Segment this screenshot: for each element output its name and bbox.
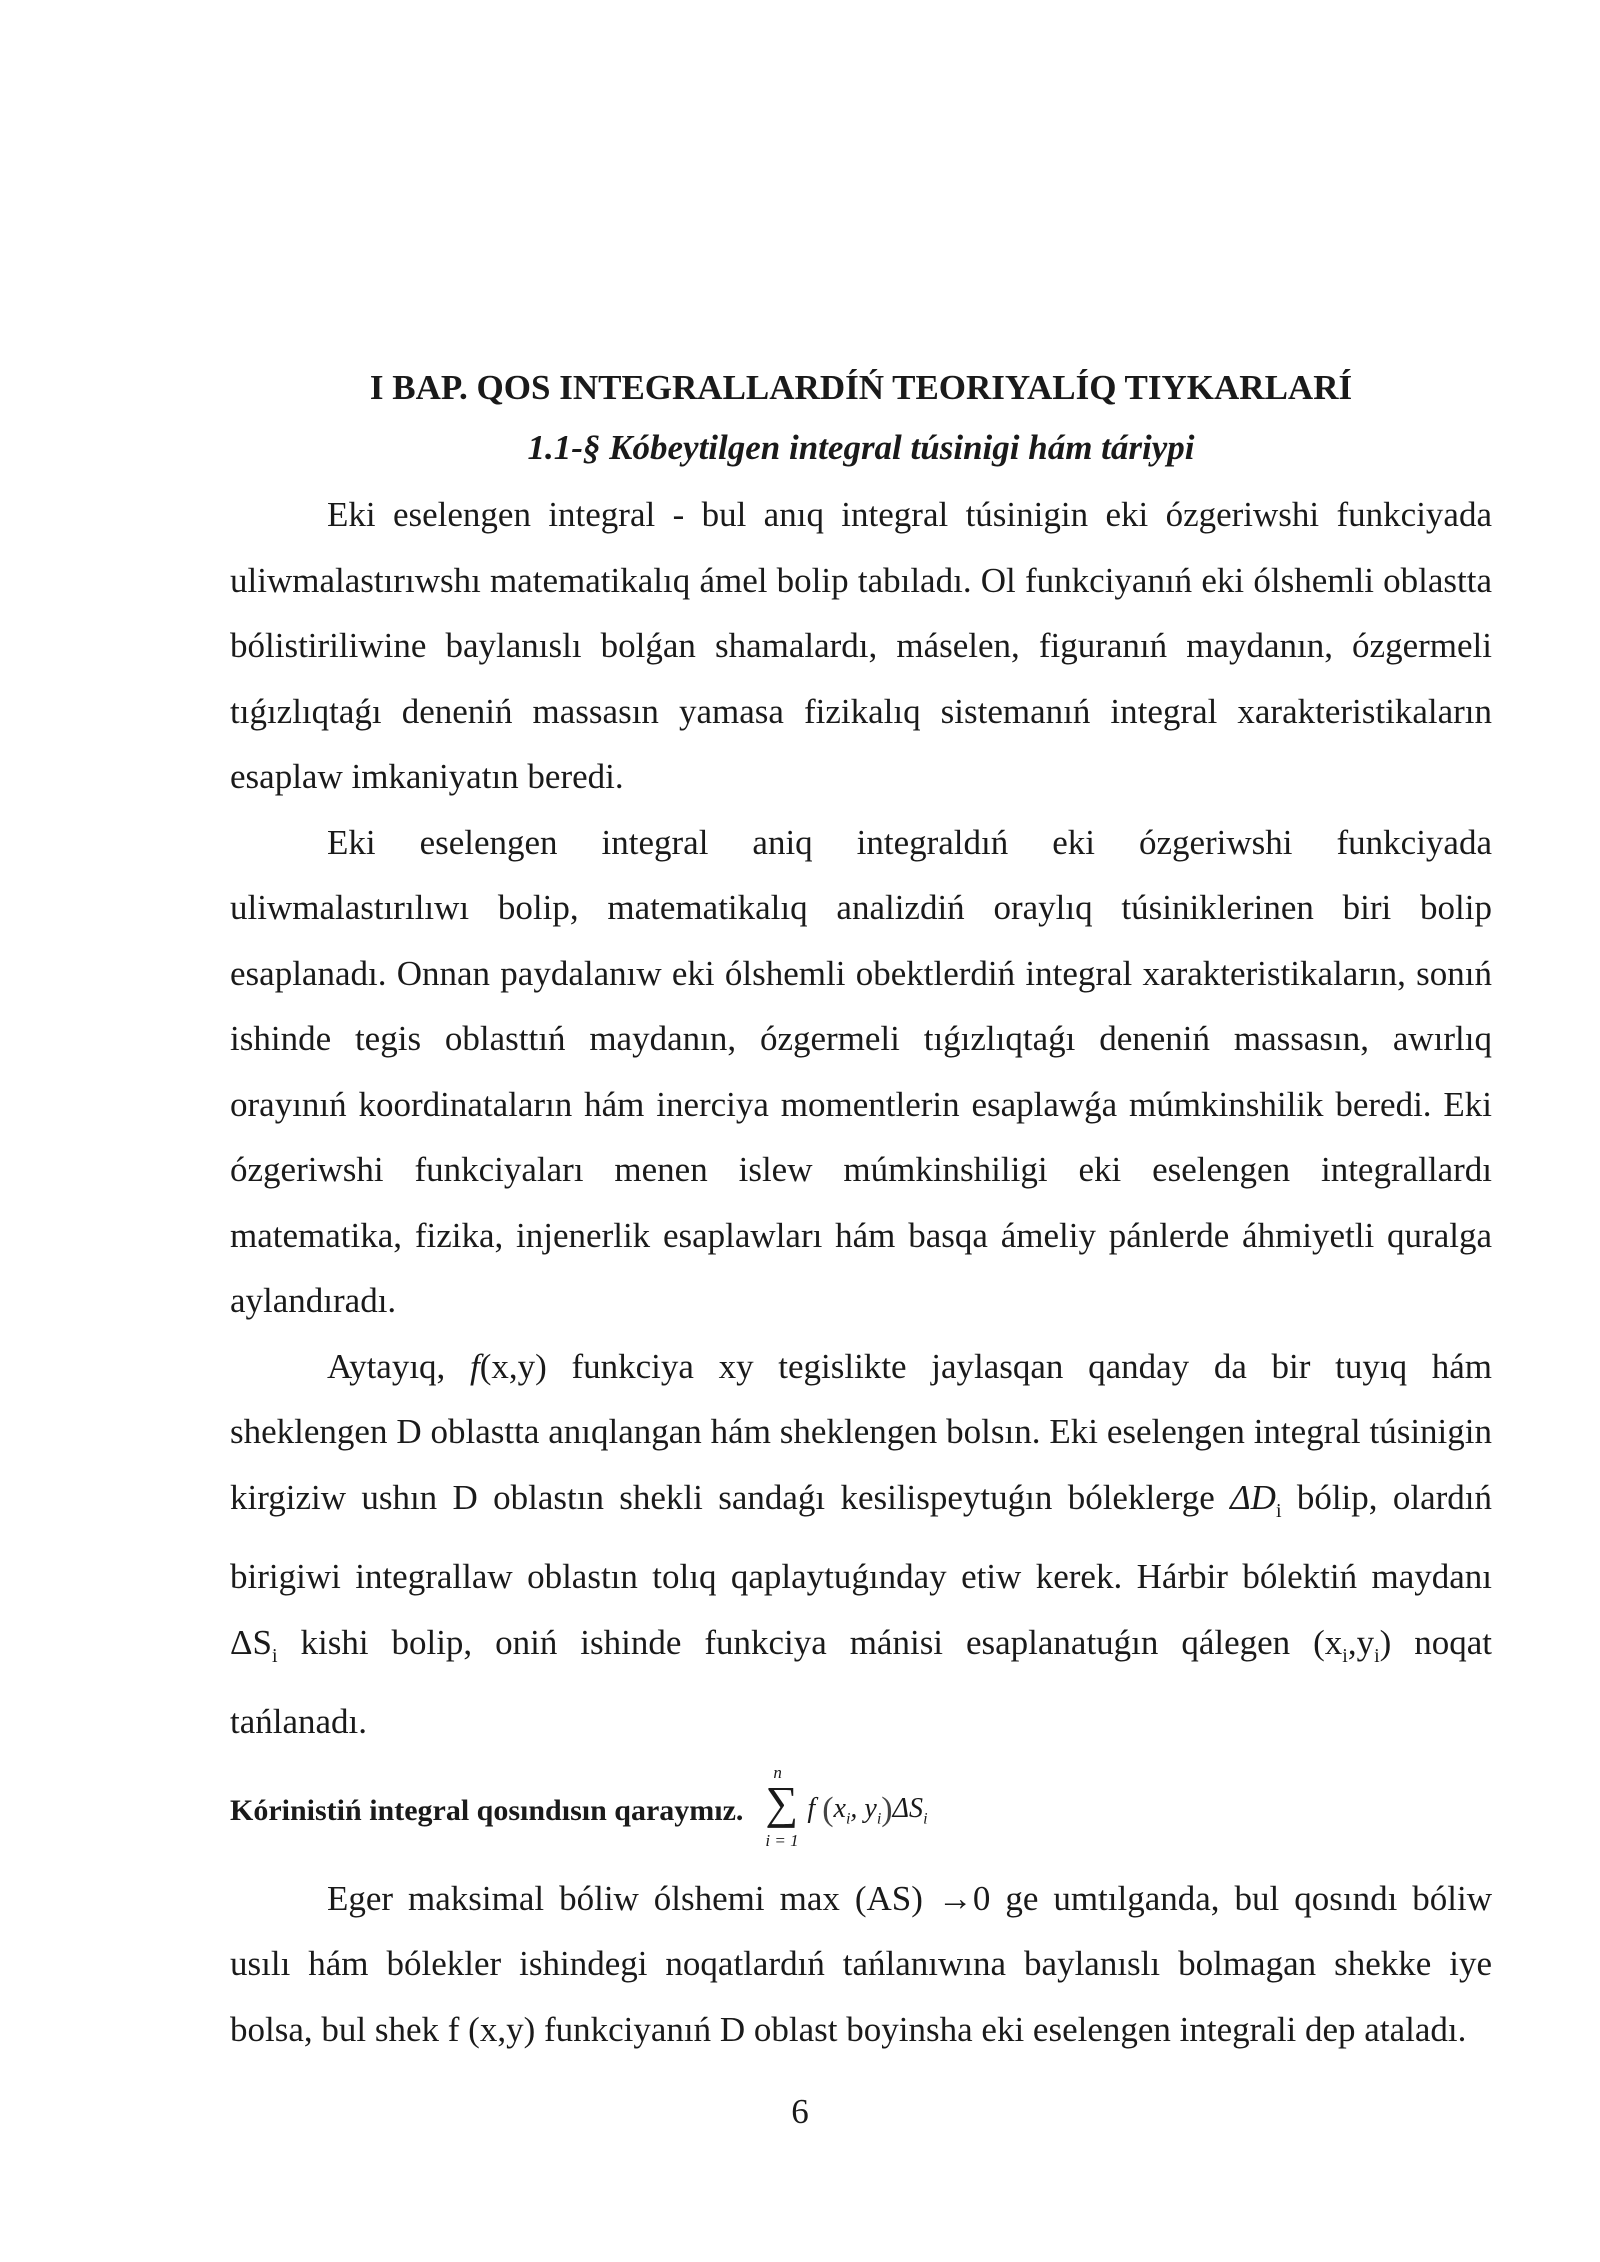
- formula-rparen: ): [881, 1791, 893, 1828]
- page-number: 6: [791, 2092, 809, 2131]
- p3-mid: bólip, olardıń birigiwi integrallaw oblastın tolıq qaplaytuǵınday etiw kerek. Hárbir bólektiń maydanı: [230, 1477, 1492, 1596]
- integral-sum-formula: [765, 1761, 995, 1861]
- chapter-title: I BAP. QOS INTEGRALLARDÍŃ TEORIYALÍQ TIYKARLARÍ: [369, 368, 1353, 407]
- sum-sigma-symbol: ∑: [765, 1777, 799, 1828]
- formula-f: f: [807, 1793, 816, 1824]
- formula-s-sub: i: [923, 1810, 928, 1828]
- p3-sub-i: i: [1374, 1644, 1380, 1667]
- document-body: [230, 358, 1492, 2062]
- formula-x-sub: i: [845, 1810, 851, 1828]
- p3-sub-i: i: [271, 1644, 278, 1667]
- paragraph-2: Eki eselengen integral aniq integraldıń eki ózgeriwshi funkciyada uliwmalastırılıwı bolip, matematikalıq analizdiń oraylıq túsiniklerinen biri bolip esaplanadı. Onnan paydalanıw eki ólshemli obektlerdiń integral xarakteristikaların, sonıń ishinde tegis oblasttıń maydanın, ózgermeli tıǵızlıqtaǵı deneniń massasın, awırlıq orayınıń koordinataların hám inerciya momentlerin esaplawǵa múmkinshilik beredi. Eki ózgeriwshi funkciyaları menen islew múmkinshiligi eki eselengen integrallardı matematika, fizika, injenerlik esaplawları hám basqa ámeliy pánlerde áhmiyetli quralga aylandıradı.: [230, 822, 1492, 1320]
- p3-function-symbol: f: [469, 1346, 480, 1386]
- formula-sep: ,: [850, 1793, 865, 1824]
- paragraph-3: [230, 1334, 1492, 1755]
- p3-comma: ,y: [1347, 1622, 1375, 1662]
- formula-lparen: (: [822, 1791, 834, 1828]
- p3-delta-s: ΔS: [230, 1622, 272, 1662]
- p3-delta-d: ΔD: [1230, 1477, 1276, 1517]
- formula-x: x: [833, 1793, 846, 1824]
- formula-y: y: [864, 1793, 877, 1824]
- p3-sub-i: i: [1342, 1644, 1348, 1667]
- formula-delta-s: ΔS: [892, 1793, 924, 1824]
- p3-args: (x,y) funkciya xy tegislikte jaylasqan qanday da bir tuyıq hám sheklengen D oblastta anıqlangan hám sheklengen bolsın. Eki eselengen integral túsinigin kirgiziw ushın D oblastın shekli sandaǵı kesilispeytuǵın bóleklerge: [230, 1346, 1493, 1517]
- formula-y-sub: i: [876, 1810, 882, 1828]
- p3-mid2: kishi bolip, oniń ishinde funkciya mánisi esaplanatuǵın qálegen (x: [277, 1622, 1343, 1662]
- formula-row: [230, 1759, 1492, 1864]
- p3-intro: Aytayıq,: [327, 1346, 470, 1386]
- p3-sub-i: i: [1275, 1499, 1282, 1522]
- sum-body: [807, 1791, 927, 1829]
- paragraph-4: Eger maksimal bóliw ólshemi max (AS) →0 ge umtılganda, bul qosındı bóliw usılı hám bólekler ishindegi noqatlardıń tańlanıwına baylanıslı bolmagan shekke iye bolsa, bul shek f (x,y) funkciyanıń D oblast boyinsha eki eselengen integrali dep ataladı.: [230, 1878, 1492, 2049]
- sum-upper-limit: n: [773, 1763, 782, 1782]
- sum-lower-limit: i = 1: [765, 1831, 799, 1850]
- p3-end: ) noqat tańlanadı.: [230, 1622, 1492, 1741]
- section-title: 1.1-§ Kóbeytilgen integral túsinigi hám táriypi: [527, 428, 1195, 467]
- paragraph-1: Eki eselengen integral - bul anıq integral túsinigin eki ózgeriwshi funkciyada uliwmalastırıwshı matematikalıq ámel bolip tabıladı. Ol funkciyanıń eki ólshemli oblastta bólistiriliwine baylanıslı bolǵan shamalardı, máselen, figuranıń maydanın, ózgermeli tıǵızlıqtaǵı deneniń massasın yamasa fizikalıq sistemanıń integral xarakteristikaların esaplaw imkaniyatın beredi.: [230, 495, 1492, 796]
- formula-label: Kórinistiń integral qosındısın qaraymız.: [230, 1794, 744, 1827]
